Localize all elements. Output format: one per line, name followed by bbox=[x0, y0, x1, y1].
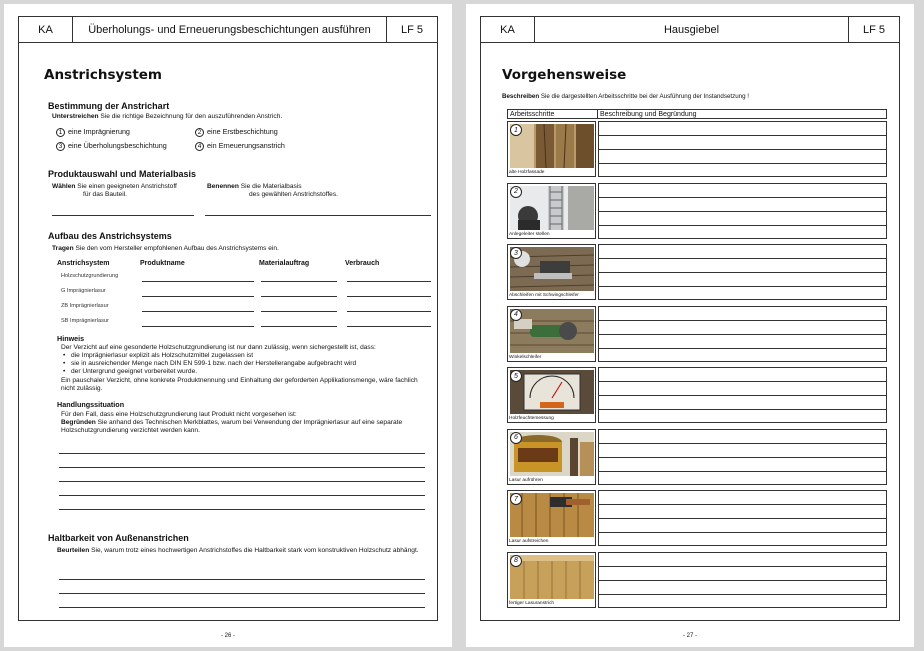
left-header-lf: LF 5 bbox=[400, 23, 423, 36]
col-materialauftrag: Materialauftrag bbox=[259, 260, 310, 267]
produkt-instruction-b bbox=[207, 183, 302, 191]
step-description-lines[interactable] bbox=[598, 183, 887, 239]
brushing-photo-image bbox=[510, 493, 594, 537]
sanding-photo bbox=[510, 247, 594, 291]
answer-line[interactable] bbox=[261, 296, 337, 297]
step-description-lines[interactable] bbox=[598, 244, 887, 300]
step-photo-cell bbox=[507, 367, 596, 423]
weathered-wood-photo bbox=[510, 124, 594, 168]
row-sb-impraegnierlasur: SB Imprägnierlasur bbox=[61, 318, 109, 324]
finished-stain-photo-image bbox=[510, 555, 594, 599]
hinweis-bullet-1: • die Imprägnierlasur explizit als Holzschutzmittel zugelassen ist bbox=[61, 352, 431, 360]
step-photo-cell bbox=[507, 121, 596, 177]
step-caption: Lasur aufstreichen bbox=[509, 539, 549, 544]
section-produktauswahl-title: Produktauswahl und Materialbasis bbox=[48, 169, 197, 179]
handlung-verb: Begründen bbox=[61, 419, 96, 426]
step-description-lines[interactable] bbox=[598, 306, 887, 362]
step-row bbox=[507, 244, 887, 300]
haltbarkeit-verb: Beurteilen bbox=[57, 547, 90, 554]
step-caption: Holzfeuchtemessung bbox=[509, 416, 554, 421]
right-header-title: Hausgiebel bbox=[535, 17, 849, 42]
answer-line[interactable] bbox=[347, 281, 431, 282]
option-2-number: 2 bbox=[195, 128, 204, 137]
step-number: 2 bbox=[510, 186, 522, 198]
answer-line-materialbasis[interactable] bbox=[205, 215, 431, 216]
step-row bbox=[507, 183, 887, 239]
left-page-title: Anstrichsystem bbox=[44, 67, 162, 83]
option-4-label: ein Erneuerungsanstrich bbox=[207, 141, 285, 150]
handlung-instruction bbox=[61, 419, 433, 435]
left-header bbox=[19, 17, 437, 43]
ladder-photo-image bbox=[510, 186, 594, 230]
row-g-impraegnierlasur: G Imprägnierlasur bbox=[61, 288, 106, 294]
produkt-text-a2: für das Bauteil. bbox=[83, 191, 127, 198]
option-3-label: eine Überholungsbeschichtung bbox=[68, 141, 167, 150]
col-anstrichsystem: Anstrichsystem bbox=[57, 260, 110, 267]
answer-line[interactable] bbox=[347, 311, 431, 312]
step-row bbox=[507, 306, 887, 362]
left-page-frame bbox=[18, 16, 438, 621]
step-photo-cell bbox=[507, 244, 596, 300]
instruction-verb: Unterstreichen bbox=[52, 113, 99, 120]
answer-line[interactable] bbox=[59, 453, 425, 454]
option-2[interactable] bbox=[195, 127, 278, 137]
answer-line[interactable] bbox=[59, 579, 425, 580]
step-caption: alte Holzfassade bbox=[509, 170, 545, 175]
angle-grinder-photo-image bbox=[510, 309, 594, 353]
left-header-title: Überholungs- und Erneuerungsbeschichtungen ausführen bbox=[73, 17, 387, 42]
step-number: 8 bbox=[510, 555, 522, 567]
section-anstrichart-title: Bestimmung der Anstrichart bbox=[48, 101, 170, 111]
produkt-instruction-a bbox=[52, 183, 177, 191]
produkt-text-b1: Sie die Materialbasis bbox=[238, 183, 302, 190]
col-verbrauch: Verbrauch bbox=[345, 260, 380, 267]
produkt-text-b2: des gewählten Anstrichstoffes. bbox=[249, 191, 338, 198]
finished-stain-photo bbox=[510, 555, 594, 599]
answer-line[interactable] bbox=[142, 326, 254, 327]
option-1[interactable] bbox=[56, 127, 130, 137]
answer-line[interactable] bbox=[59, 467, 425, 468]
col-arbeitsschritte: Arbeitsschritte bbox=[508, 110, 598, 118]
hinweis-tail: Ein pauschaler Verzicht, ohne konkrete Produktnennung und Einhaltung der geforderten Applikationsmenge, wäre fachlich nicht zulässig. bbox=[61, 377, 418, 392]
right-instruction bbox=[502, 93, 749, 101]
option-3-number: 3 bbox=[56, 142, 65, 151]
steps-table-header bbox=[507, 109, 887, 119]
ladder-photo bbox=[510, 186, 594, 230]
section-anstrichart-instruction bbox=[52, 113, 282, 121]
left-header-ka: KA bbox=[19, 17, 73, 42]
right-page-frame bbox=[480, 16, 900, 621]
step-caption: Abschleifen mit Schwingschleifer bbox=[509, 293, 579, 298]
option-4-number: 4 bbox=[195, 142, 204, 151]
right-page bbox=[466, 4, 914, 647]
step-description-lines[interactable] bbox=[598, 429, 887, 485]
step-description-lines[interactable] bbox=[598, 552, 887, 608]
instruction-text: Sie die richtige Bezeichnung für den auszuführenden Anstrich. bbox=[98, 113, 283, 120]
right-header-lf: LF 5 bbox=[862, 23, 885, 36]
option-1-label: eine Imprägnierung bbox=[68, 127, 130, 136]
hinweis-intro: Der Verzicht auf eine gesonderte Holzschutzgrundierung ist nur dann zulässig, wenn sichergestellt ist, dass: bbox=[61, 344, 376, 351]
step-photo-cell bbox=[507, 306, 596, 362]
step-row bbox=[507, 429, 887, 485]
step-number: 4 bbox=[510, 309, 522, 321]
right-header-ka: KA bbox=[481, 17, 535, 42]
weathered-wood-photo-image bbox=[510, 124, 594, 168]
paint-can-photo bbox=[510, 432, 594, 476]
option-1-number: 1 bbox=[56, 128, 65, 137]
answer-line-anstrichstoff[interactable] bbox=[52, 215, 194, 216]
hinweis-title: Hinweis bbox=[57, 334, 85, 343]
hinweis-bullet-3: • der Untergrund geeignet vorbereitet wurde. bbox=[61, 368, 431, 376]
answer-line[interactable] bbox=[261, 311, 337, 312]
sanding-photo-image bbox=[510, 247, 594, 291]
col-beschreibung: Beschreibung und Begründung bbox=[600, 111, 697, 118]
right-header bbox=[481, 17, 899, 43]
option-4[interactable] bbox=[195, 141, 285, 151]
step-caption: fertiger Lasuranstrich bbox=[509, 600, 555, 606]
answer-line[interactable] bbox=[59, 509, 425, 510]
answer-line[interactable] bbox=[142, 311, 254, 312]
step-photo-cell bbox=[507, 183, 596, 239]
answer-line[interactable] bbox=[142, 296, 254, 297]
left-page-number: - 26 - bbox=[220, 633, 235, 639]
row-zb-impraegnierlasur: ZB Imprägnierlasur bbox=[61, 303, 109, 309]
haltbarkeit-text: Sie, warum trotz eines hochwertigen Anstrichstoffes die Haltbarkeit stark vom konstruktiven Holzschutz abhängt. bbox=[89, 547, 419, 554]
brushing-photo bbox=[510, 493, 594, 537]
right-instruction-verb: Beschreiben bbox=[502, 93, 540, 100]
col-produktname: Produktname bbox=[140, 260, 185, 267]
answer-line[interactable] bbox=[142, 281, 254, 282]
hinweis-bullets bbox=[61, 352, 431, 376]
step-photo-cell bbox=[507, 552, 596, 608]
answer-line[interactable] bbox=[347, 326, 431, 327]
step-description-lines[interactable] bbox=[598, 367, 887, 423]
produkt-text-a1: Sie einen geeigneten Anstrichstoff bbox=[75, 183, 177, 190]
row-holzschutzgrundierung: Holzschutzgrundierung bbox=[61, 273, 119, 279]
step-number: 5 bbox=[510, 370, 522, 382]
moisture-meter-photo bbox=[510, 370, 594, 414]
step-description-lines[interactable] bbox=[598, 490, 887, 546]
answer-line[interactable] bbox=[261, 281, 337, 282]
aufbau-instruction bbox=[52, 245, 279, 253]
paint-can-photo-image bbox=[510, 432, 594, 476]
answer-line[interactable] bbox=[59, 607, 425, 608]
step-row bbox=[507, 121, 887, 177]
produkt-verb-a: Wählen bbox=[52, 183, 76, 190]
right-instruction-text: Sie die dargestellten Arbeitsschritte bei der Ausführung der Instandsetzung ! bbox=[539, 93, 749, 100]
handlung-title: Handlungssituation bbox=[57, 400, 125, 409]
step-caption: Anlegeleiter stellen bbox=[509, 231, 550, 237]
option-2-label: eine Erstbeschichtung bbox=[207, 127, 278, 136]
right-page-title: Vorgehensweise bbox=[502, 67, 627, 83]
right-page-number: - 27 - bbox=[682, 633, 697, 639]
angle-grinder-photo bbox=[510, 309, 594, 353]
step-caption: Winkelschleifer bbox=[509, 354, 542, 360]
answer-line[interactable] bbox=[59, 481, 425, 482]
step-description-lines[interactable] bbox=[598, 121, 887, 177]
option-3[interactable] bbox=[56, 141, 167, 151]
step-number: 7 bbox=[510, 493, 522, 505]
step-photo-cell bbox=[507, 490, 596, 546]
handlung-line-1: Für den Fall, dass eine Holzschutzgrundierung laut Produkt nicht vorgesehen ist: bbox=[61, 411, 297, 418]
step-photo-cell bbox=[507, 429, 596, 485]
section-aufbau-title: Aufbau des Anstrichsystems bbox=[48, 231, 172, 241]
answer-line[interactable] bbox=[59, 495, 425, 496]
section-haltbarkeit-title: Haltbarkeit von Außenanstrichen bbox=[48, 533, 189, 543]
aufbau-verb: Tragen bbox=[52, 245, 74, 252]
haltbarkeit-instruction bbox=[57, 547, 427, 555]
step-number: 3 bbox=[510, 247, 522, 259]
answer-line[interactable] bbox=[59, 593, 425, 594]
step-row bbox=[507, 552, 887, 608]
step-number: 1 bbox=[510, 124, 522, 136]
answer-line[interactable] bbox=[261, 326, 337, 327]
hinweis-bullet-2: • sie in ausreichender Menge nach DIN EN 599-1 bzw. nach der Herstellerangabe aufgebracht wird bbox=[61, 360, 431, 368]
step-number: 6 bbox=[510, 432, 522, 444]
steps-table bbox=[507, 109, 887, 606]
aufbau-text: Sie den vom Hersteller empfohlenen Aufbau des Anstrichsystems ein. bbox=[73, 245, 279, 252]
step-row bbox=[507, 367, 887, 423]
answer-line[interactable] bbox=[347, 296, 431, 297]
left-page bbox=[4, 4, 452, 647]
step-caption: Lasur aufrühren bbox=[509, 477, 543, 483]
step-row bbox=[507, 490, 887, 546]
handlung-text: Sie anhand des Technischen Merkblattes, warum bei Verwendung der Imprägnierlasur auf eine separate Holzschutzgrundierung verzichtet werden kann. bbox=[61, 419, 403, 434]
produkt-verb-b: Benennen bbox=[207, 183, 239, 190]
moisture-meter-photo-image bbox=[510, 370, 594, 414]
